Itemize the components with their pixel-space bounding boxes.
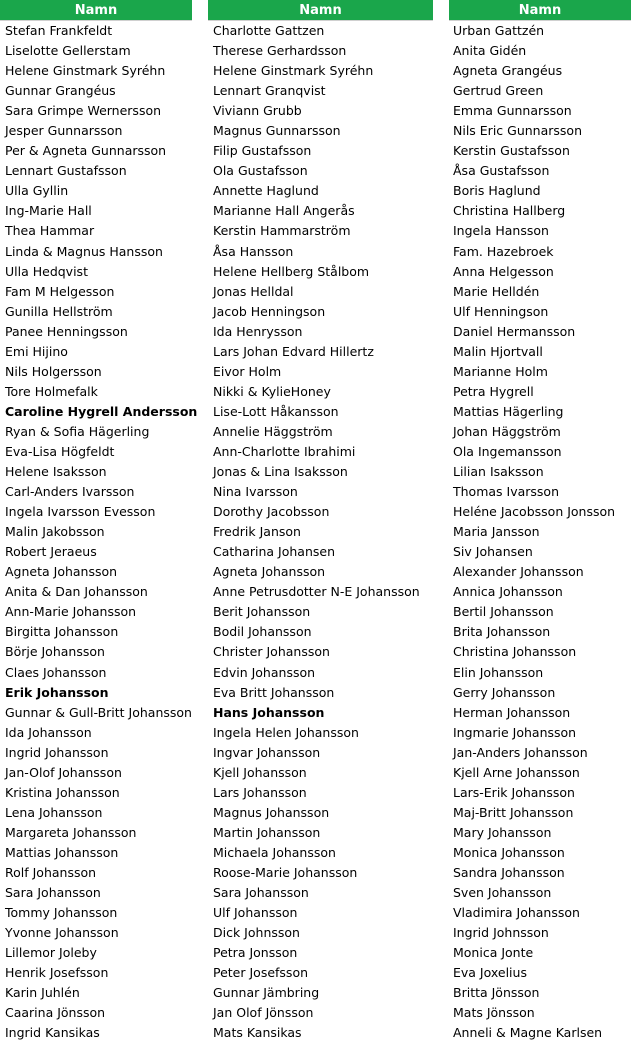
name-cell: Nina Ivarsson bbox=[213, 484, 298, 500]
name-cell: Edvin Johansson bbox=[213, 664, 316, 680]
name-cell: Mats Jönsson bbox=[453, 1005, 535, 1021]
name-cell: Nils Eric Gunnarsson bbox=[453, 123, 582, 139]
name-cell: Ing-Marie Hall bbox=[5, 203, 92, 219]
name-cell: Christer Johansson bbox=[213, 644, 330, 660]
name-cell: Bodil Johansson bbox=[213, 624, 312, 640]
name-cell: Ingmarie Johansson bbox=[453, 724, 577, 740]
name-cell: Malin Jakobsson bbox=[5, 524, 105, 540]
name-cell: Eivor Holm bbox=[213, 363, 282, 379]
name-cell: Sandra Johansson bbox=[453, 864, 565, 880]
name-cell: Siv Johansen bbox=[453, 544, 533, 560]
name-cell: Mattias Johansson bbox=[5, 844, 119, 860]
name-cell: Gunnar Grangéus bbox=[5, 83, 116, 99]
name-cell: Malin Hjortvall bbox=[453, 343, 543, 359]
name-cell: Kjell Johansson bbox=[213, 764, 307, 780]
name-cell: Fam M Helgesson bbox=[5, 283, 115, 299]
name-cell: Gunilla Hellström bbox=[5, 303, 113, 319]
name-cell: Heléne Jacobsson Jonsson bbox=[453, 504, 616, 520]
name-cell: Karin Juhlén bbox=[5, 985, 80, 1001]
name-cell: Petra Jonsson bbox=[213, 945, 298, 961]
name-cell: Kristina Johansson bbox=[5, 784, 120, 800]
name-cell: Mary Johansson bbox=[453, 824, 552, 840]
name-cell: Per & Agneta Gunnarsson bbox=[5, 143, 167, 159]
name-cell: Ingrid Kansikas bbox=[5, 1025, 100, 1041]
name-cell: Johan Häggström bbox=[453, 423, 561, 439]
name-cell: Ingela Helen Johansson bbox=[213, 724, 359, 740]
name-cell: Lena Johansson bbox=[5, 804, 103, 820]
name-cell: Ingrid Johansson bbox=[5, 744, 109, 760]
name-cell: Henrik Josefsson bbox=[5, 965, 109, 981]
name-cell: Christina Johansson bbox=[453, 644, 577, 660]
name-cell: Vladimira Johansson bbox=[453, 905, 580, 921]
name-cell: Eva Joxelius bbox=[453, 965, 527, 981]
name-cell: Helene Isaksson bbox=[5, 464, 107, 480]
name-cell: Filip Gustafsson bbox=[213, 143, 312, 159]
name-cell: Sara Johansson bbox=[5, 885, 101, 901]
name-cell: Kerstin Hammarström bbox=[213, 223, 351, 239]
name-cell: Ulf Johansson bbox=[213, 905, 298, 921]
name-cell: Birgitta Johansson bbox=[5, 624, 119, 640]
name-cell: Ingrid Johnsson bbox=[453, 925, 549, 941]
name-cell: Dorothy Jacobsson bbox=[213, 504, 330, 520]
name-cell: Helene Hellberg Stålbom bbox=[213, 263, 370, 279]
name-cell: Herman Johansson bbox=[453, 704, 571, 720]
name-cell: Tommy Johansson bbox=[5, 905, 118, 921]
name-cell: Liselotte Gellerstam bbox=[5, 43, 131, 59]
name-cell: Agneta Johansson bbox=[5, 564, 118, 580]
name-cell: Fredrik Janson bbox=[213, 524, 301, 540]
name-cell: Thomas Ivarsson bbox=[453, 484, 560, 500]
name-cell: Ingela Hansson bbox=[453, 223, 549, 239]
name-cell: Claes Johansson bbox=[5, 664, 107, 680]
name-cell: Catharina Johansen bbox=[213, 544, 336, 560]
name-cell: Erik Johansson bbox=[5, 684, 109, 700]
name-cell: Anneli & Magne Karlsen bbox=[453, 1025, 603, 1041]
name-cell: Stefan Frankfeldt bbox=[5, 23, 113, 38]
name-cell: Jonas Helldal bbox=[213, 283, 294, 299]
name-cell: Mats Kansikas bbox=[213, 1025, 302, 1041]
name-cell: Agneta Johansson bbox=[213, 564, 326, 580]
name-cell: Jonas & Lina Isaksson bbox=[213, 464, 348, 480]
name-cell: Yvonne Johansson bbox=[5, 925, 119, 941]
name-cell: Anne Petrusdotter N-E Johansson bbox=[213, 584, 420, 600]
name-cell: Michaela Johansson bbox=[213, 844, 336, 860]
name-cell: Sara Grimpe Wernersson bbox=[5, 103, 162, 119]
name-cell: Marie Helldén bbox=[453, 283, 540, 299]
name-cell: Lars Johan Edvard Hillertz bbox=[213, 343, 374, 359]
name-cell: Monica Jonte bbox=[453, 945, 534, 961]
name-cell: Ulla Gyllin bbox=[5, 183, 69, 199]
name-cell: Brita Johansson bbox=[453, 624, 551, 640]
name-cell: Ann-Marie Johansson bbox=[5, 604, 137, 620]
name-cell: Anna Helgesson bbox=[453, 263, 554, 279]
column-header: Namn bbox=[208, 0, 433, 21]
name-cell: Therese Gerhardsson bbox=[213, 43, 347, 59]
name-column-1 bbox=[0, 0, 198, 1043]
name-cell: Linda & Magnus Hansson bbox=[5, 243, 163, 259]
name-list bbox=[208, 21, 433, 1043]
name-cell: Britta Jönsson bbox=[453, 985, 540, 1001]
name-column-2 bbox=[208, 0, 433, 1043]
name-cell: Emi Hijino bbox=[5, 343, 68, 359]
name-cell: Ola Ingemansson bbox=[453, 443, 562, 459]
name-cell: Ida Johansson bbox=[5, 724, 92, 740]
name-cell: Jan-Olof Johansson bbox=[5, 764, 122, 780]
name-cell: Dick Johnsson bbox=[213, 925, 300, 941]
name-cell: Ann-Charlotte Ibrahimi bbox=[213, 443, 356, 459]
name-cell: Magnus Johansson bbox=[213, 804, 330, 820]
name-cell: Lise-Lott Håkansson bbox=[213, 403, 339, 419]
name-cell: Rolf Johansson bbox=[5, 864, 97, 880]
name-cell: Jacob Henningson bbox=[213, 303, 326, 319]
name-cell: Peter Josefsson bbox=[213, 965, 309, 981]
name-cell: Anita & Dan Johansson bbox=[5, 584, 148, 600]
name-cell: Annica Johansson bbox=[453, 584, 563, 600]
name-cell: Helene Ginstmark Syréhn bbox=[5, 63, 166, 79]
name-cell: Daniel Hermansson bbox=[453, 323, 576, 339]
name-cell: Gunnar & Gull-Britt Johansson bbox=[5, 704, 192, 720]
name-cell: Viviann Grubb bbox=[213, 103, 302, 119]
name-cell: Ryan & Sofia Hägerling bbox=[5, 423, 150, 439]
name-cell: Annette Haglund bbox=[213, 183, 319, 199]
name-cell: Jan Olof Jönsson bbox=[213, 1005, 314, 1021]
name-cell: Ingela Ivarsson Evesson bbox=[5, 504, 156, 520]
name-cell: Lilian Isaksson bbox=[453, 464, 544, 480]
name-list bbox=[449, 21, 631, 1043]
name-cell: Åsa Gustafsson bbox=[453, 163, 550, 179]
name-cell: Kjell Arne Johansson bbox=[453, 764, 580, 780]
name-cell: Petra Hygrell bbox=[453, 383, 534, 399]
column-header: Namn bbox=[449, 0, 631, 21]
name-cell: Maj-Britt Johansson bbox=[453, 804, 574, 820]
name-cell: Nikki & KylieHoney bbox=[213, 383, 331, 399]
name-cell: Panee Henningsson bbox=[5, 323, 128, 339]
name-cell: Kerstin Gustafsson bbox=[453, 143, 570, 159]
name-cell: Charlotte Gattzen bbox=[213, 23, 325, 38]
name-cell: Ingvar Johansson bbox=[213, 744, 321, 760]
name-cell: Christina Hallberg bbox=[453, 203, 566, 219]
name-cell: Ola Gustafsson bbox=[213, 163, 308, 179]
name-cell: Marianne Holm bbox=[453, 363, 548, 379]
name-cell: Caarina Jönsson bbox=[5, 1005, 106, 1021]
name-cell: Maria Jansson bbox=[453, 524, 540, 540]
name-cell: Nils Holgersson bbox=[5, 363, 102, 379]
name-cell: Lars-Erik Johansson bbox=[453, 784, 575, 800]
name-cell: Ulf Henningson bbox=[453, 303, 549, 319]
name-cell: Eva Britt Johansson bbox=[213, 684, 335, 700]
name-list bbox=[0, 21, 198, 1043]
name-cell: Robert Jeraeus bbox=[5, 544, 97, 560]
name-cell: Roose-Marie Johansson bbox=[213, 864, 358, 880]
name-cell: Börje Johansson bbox=[5, 644, 105, 660]
name-cell: Annelie Häggström bbox=[213, 423, 333, 439]
name-cell: Åsa Hansson bbox=[213, 243, 294, 259]
name-cell: Sara Johansson bbox=[213, 885, 309, 901]
name-cell: Berit Johansson bbox=[213, 604, 311, 620]
name-cell: Elin Johansson bbox=[453, 664, 544, 680]
name-cell: Thea Hammar bbox=[5, 223, 95, 239]
name-cell: Sven Johansson bbox=[453, 885, 552, 901]
name-cell: Helene Ginstmark Syréhn bbox=[213, 63, 374, 79]
name-cell: Jesper Gunnarsson bbox=[5, 123, 123, 139]
name-cell: Boris Haglund bbox=[453, 183, 541, 199]
name-cell: Bertil Johansson bbox=[453, 604, 554, 620]
name-cell: Alexander Johansson bbox=[453, 564, 584, 580]
name-cell: Martin Johansson bbox=[213, 824, 321, 840]
name-cell: Mattias Hägerling bbox=[453, 403, 564, 419]
name-cell: Gerry Johansson bbox=[453, 684, 556, 700]
name-cell: Margareta Johansson bbox=[5, 824, 137, 840]
name-cell: Magnus Gunnarsson bbox=[213, 123, 341, 139]
name-cell: Carl-Anders Ivarsson bbox=[5, 484, 135, 500]
name-cell: Lars Johansson bbox=[213, 784, 307, 800]
name-cell: Marianne Hall Angerås bbox=[213, 203, 355, 219]
name-cell: Fam. Hazebroek bbox=[453, 243, 554, 259]
name-cell: Lennart Gustafsson bbox=[5, 163, 127, 179]
name-cell: Tore Holmefalk bbox=[5, 383, 98, 399]
name-cell: Gunnar Jämbring bbox=[213, 985, 320, 1001]
name-column-3 bbox=[449, 0, 631, 1043]
name-cell: Lillemor Joleby bbox=[5, 945, 97, 961]
name-cell: Jan-Anders Johansson bbox=[453, 744, 588, 760]
name-cell: Ulla Hedqvist bbox=[5, 263, 88, 279]
column-header: Namn bbox=[0, 0, 192, 21]
name-cell: Lennart Granqvist bbox=[213, 83, 326, 99]
name-cell: Caroline Hygrell Andersson bbox=[5, 403, 198, 419]
name-cell: Hans Johansson bbox=[213, 704, 325, 720]
name-cell: Anita Gidén bbox=[453, 43, 527, 59]
name-cell: Gertrud Green bbox=[453, 83, 544, 99]
name-cell: Eva-Lisa Högfeldt bbox=[5, 443, 115, 459]
name-cell: Urban Gattzén bbox=[453, 23, 545, 38]
name-cell: Monica Johansson bbox=[453, 844, 565, 860]
name-cell: Agneta Grangéus bbox=[453, 63, 563, 79]
name-cell: Ida Henrysson bbox=[213, 323, 303, 339]
name-cell: Emma Gunnarsson bbox=[453, 103, 572, 119]
